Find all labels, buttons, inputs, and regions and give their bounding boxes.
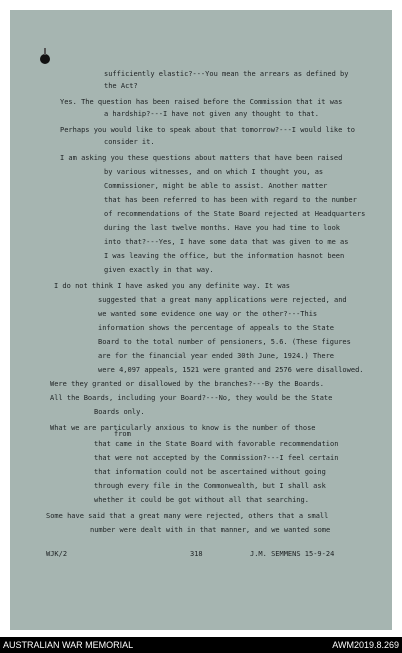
text-line: during the last twelve months. Have you had time to look [104,224,341,232]
text-line: Yes. The question has been raised before the Commission that it was [60,98,343,106]
text-line: that information could not be ascertained without going [94,468,326,476]
page-footer-signature: J.M. SEMMENS 15-9-24 [250,550,335,558]
text-line: whether it could be got without all that searching. [94,496,309,504]
text-line: All the Boards, including your Board?---No, they would be the State [50,394,333,402]
text-line: Some have said that a great many were rejected, others that a small [46,512,329,520]
text-line: What we are particularly anxious to know is the number of those [50,424,316,432]
text-line: sufficiently elastic?---You mean the arrears as defined by [104,70,349,78]
text-line: through every file in the Commonwealth, but I shall ask [94,482,326,490]
text-line: we wanted some evidence one way or the other?---This [98,310,318,318]
archive-name: AUSTRALIAN WAR MEMORIAL [3,640,134,650]
text-line: number were dealt with in that manner, and we wanted some [90,526,331,534]
archive-bar [0,637,402,653]
text-line: a hardship?---I have not given any thought to that. [104,110,319,118]
text-line: information shows the percentage of appeals to the State [98,324,335,332]
text-line: are for the financial year ended 30th June, 1924.) There [98,352,335,360]
text-line: Were they granted or disallowed by the branches?---By the Boards. [50,380,324,388]
page-footer-initials: WJK/2 [46,550,68,558]
text-line: Perhaps you would like to speak about that tomorrow?---I would like to [60,126,356,134]
text-line: consider it. [104,138,155,146]
text-line: of recommendations of the State Board rejected at Headquarters [104,210,366,218]
text-line: given exactly in that way. [104,266,214,274]
text-line: I do not think I have asked you any definite way. It was [54,282,291,290]
text-line: that has been referred to has been with regard to the number [104,196,357,204]
typed-page [10,10,392,630]
page-number: 318 [190,550,203,558]
text-line: were 4,097 appeals, 1521 were granted and 2576 were disallowed. [98,366,364,374]
text-line: suggested that a great many applications were rejected, and [98,296,347,304]
text-line: by various witnesses, and on which I thought you, as [104,168,324,176]
text-line: Commissioner, might be able to assist. Another matter [104,182,328,190]
text-line: that came in the State Board with favorable recommendation [94,440,339,448]
transcript-text [10,10,392,630]
text-line: I was leaving the office, but the information hasnot been [104,252,345,260]
text-line: Boards only. [94,408,145,416]
text-line: into that?---Yes, I have some data that was given to me as [104,238,349,246]
archive-id: AWM2019.8.269 [332,640,399,650]
interlinear-insertion: from [114,430,131,438]
text-line: I am asking you these questions about matters that have been raised [60,154,343,162]
text-line: that were not accepted by the Commission?---I feel certain [94,454,339,462]
text-line: Board to the total number of pensioners, 5.6. (These figures [98,338,351,346]
text-line: the Act? [104,82,138,90]
